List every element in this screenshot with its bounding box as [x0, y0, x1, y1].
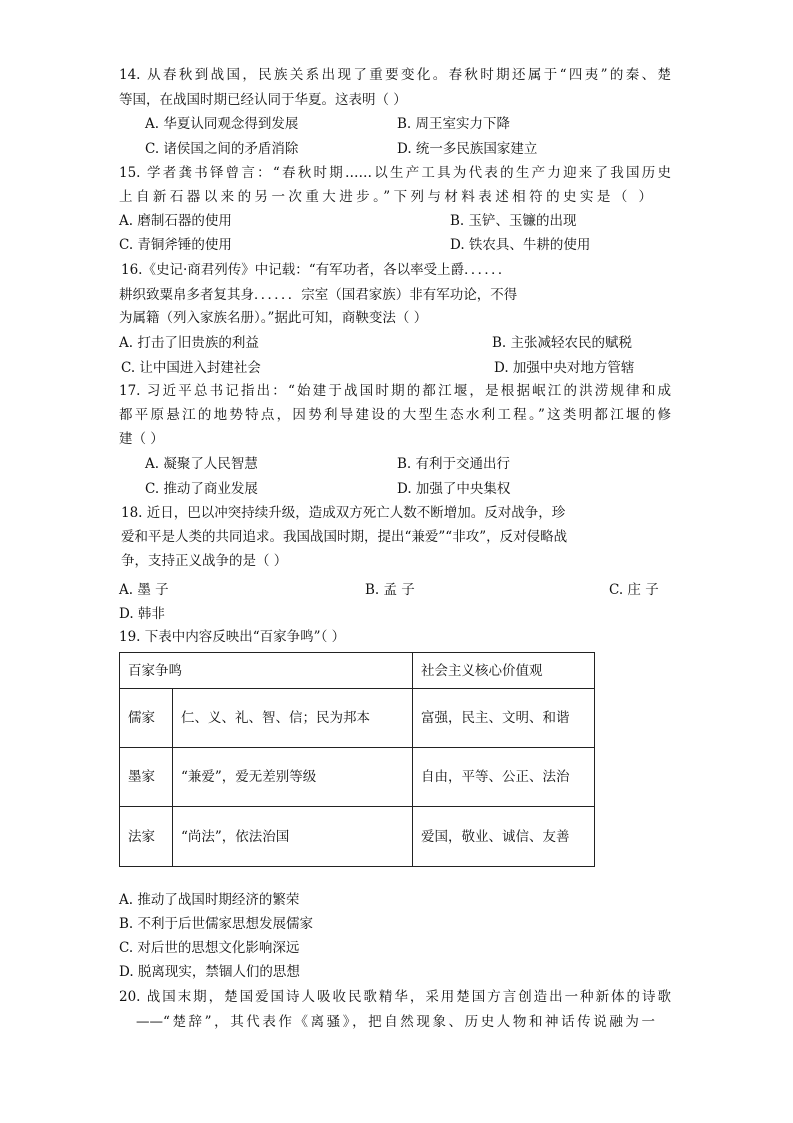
q17-option-d: D. 加强了中央集权 [397, 481, 511, 497]
q14-stem-line-1: 14. 从春秋到战国，民族关系出现了重要变化。春秋时期还属于“四夷”的秦、楚 [119, 67, 671, 83]
q17-stem-line-3: 建（ ） [119, 431, 164, 447]
q16-option-c: C. 让中国进入封建社会 [121, 360, 261, 376]
q16-option-b: B. 主张减轻农民的赋税 [492, 335, 633, 351]
table-header-right: 社会主义核心价值观 [413, 653, 595, 689]
q14-option-d: D. 统一多民族国家建立 [397, 141, 538, 157]
school-cell: 墨家 [120, 748, 173, 807]
q18-stem-line-2: 爱和平是人类的共同追求。我国战国时期，提出“兼爱”“非攻”，反对侵略战 [121, 529, 568, 545]
q15-option-d: D. 铁农具、牛耕的使用 [450, 237, 591, 253]
q19-option-b: B. 不利于后世儒家思想发展儒家 [119, 916, 314, 932]
q14-stem-line-2: 等国，在战国时期已经认同于华夏。这表明（ ） [119, 92, 407, 108]
q18-stem-line-1: 18. 近日，巴以冲突持续升级，造成双方死亡人数不断增加。反对战争，珍 [121, 505, 566, 521]
values-cell: 自由，平等、公正、法治 [413, 748, 595, 807]
idea-cell: “兼爱”，爱无差别等级 [173, 748, 413, 807]
q20-stem-line-2: ——“楚辞”，其代表作《离骚》，把自然现象、历史人物和神话传说融为一 [136, 1014, 655, 1030]
q16-option-a: A. 打击了旧贵族的利益 [119, 335, 259, 351]
idea-cell: “尚法”，依法治国 [173, 807, 413, 867]
q17-option-b: B. 有利于交通出行 [397, 456, 511, 472]
q17-option-a: A. 凝聚了人民智慧 [145, 456, 258, 472]
q16-stem-line-2: 耕织致粟帛多者复其身．．．．．．宗室（国君家族）非有军功论，不得 [119, 287, 518, 303]
q16-stem-line-1: 16.《史记·商君列传》中记载：“有军功者，各以率受上爵．．．．．． [121, 262, 512, 278]
q15-stem-line-1: 15. 学者龚书铎曾言：“春秋时期……以生产工具为代表的生产力迎来了我国历史 [119, 165, 671, 181]
q19-comparison-table [119, 652, 595, 867]
school-cell: 儒家 [120, 689, 173, 748]
q18-option-b: B. 孟 子 [365, 582, 415, 598]
idea-cell: 仁、义、礼、智、信；民为邦本 [173, 689, 413, 748]
q19-option-c: C. 对后世的思想文化影响深远 [119, 940, 300, 956]
q18-option-a: A. 墨 子 [119, 582, 169, 598]
table-header-left: 百家争鸣 [120, 653, 413, 689]
q15-stem-line-2: 上自新石器以来的另一次重大进步。”下列与材料表述相符的史实是（ ） [119, 189, 652, 205]
q20-stem-line-1: 20. 战国末期，楚国爱国诗人吸收民歌精华，采用楚国方言创造出一种新体的诗歌 [119, 989, 671, 1005]
q19-stem: 19. 下表中内容反映出“百家争鸣”（ ） [119, 629, 346, 645]
q15-option-c: C. 青铜斧锤的使用 [119, 237, 232, 253]
q14-option-b: B. 周王室实力下降 [397, 116, 511, 132]
school-cell: 法家 [120, 807, 173, 867]
table-row [120, 689, 595, 748]
q18-stem-line-3: 争，支持正义战争的是（ ） [121, 553, 288, 569]
values-cell: 爱国，敬业、诚信、友善 [413, 807, 595, 867]
q19-option-a: A. 推动了战国时期经济的繁荣 [119, 892, 300, 908]
q16-option-d: D. 加强中央对地方管辖 [494, 360, 635, 376]
q18-option-d: D. 韩非 [119, 606, 165, 622]
q16-stem-line-3: 为属籍（列入家族名册）。”据此可知，商鞅变法（ ） [119, 310, 428, 326]
table-row [120, 807, 595, 867]
q17-stem-line-1: 17. 习近平总书记指出：“始建于战国时期的都江堰，是根据岷江的洪涝规律和成 [119, 383, 671, 399]
q14-option-a: A. 华夏认同观念得到发展 [145, 116, 299, 132]
table-header-row [120, 653, 595, 689]
values-cell: 富强，民主、文明、和谐 [413, 689, 595, 748]
q17-option-c: C. 推动了商业发展 [145, 481, 258, 497]
q14-option-c: C. 诸侯国之间的矛盾消除 [145, 141, 299, 157]
q18-option-c: C. 庄 子 [609, 582, 659, 598]
table-row [120, 748, 595, 807]
q17-stem-line-2: 都平原悬江的地势特点，因势利导建设的大型生态水利工程。”这类明都江堰的修 [119, 407, 671, 423]
q15-option-b: B. 玉铲、玉镰的出现 [450, 213, 577, 229]
q15-option-a: A. 磨制石器的使用 [119, 213, 232, 229]
q19-option-d: D. 脱离现实，禁锢人们的思想 [119, 964, 300, 980]
